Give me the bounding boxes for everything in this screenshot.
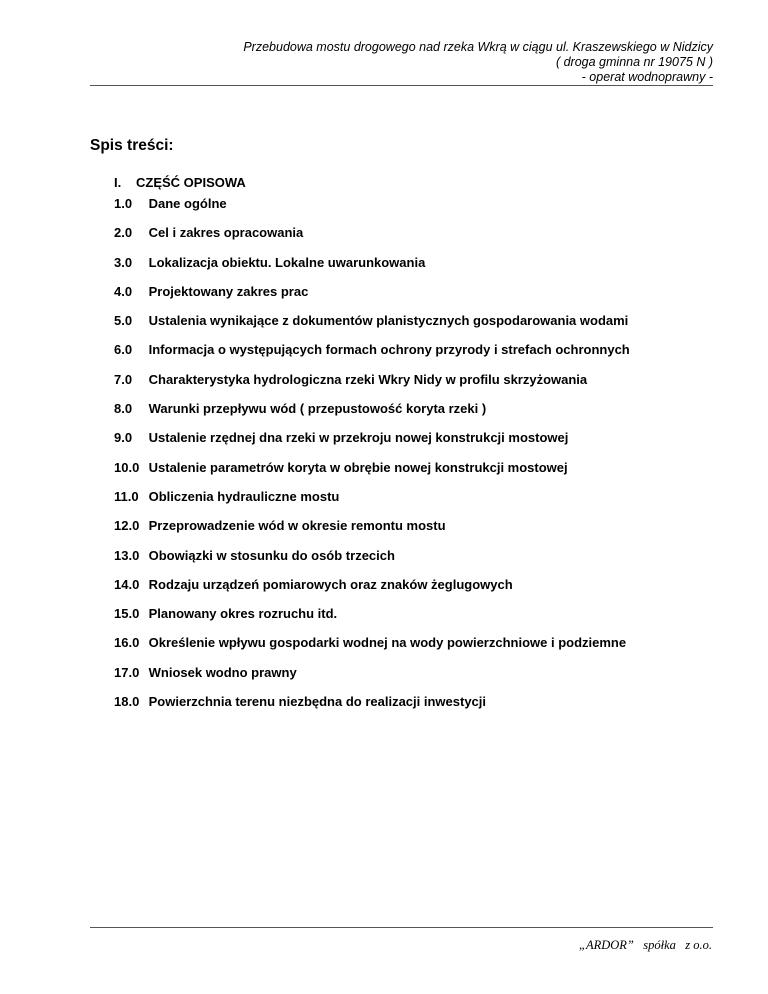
- toc-entry-number: 8.0: [114, 401, 133, 417]
- toc-entry-label: Ustalenia wynikające z dokumentów planistycznych gospodarowania wodami: [148, 313, 629, 329]
- toc-entry-label: Ustalenie rzędnej dna rzeki w przekroju nowej konstrukcji mostowej: [148, 430, 569, 446]
- toc-entry-number: 2.0: [114, 225, 133, 241]
- section-number: I.: [114, 175, 122, 190]
- toc-entry: [114, 226, 714, 255]
- toc-entry: [114, 343, 714, 372]
- toc-entry: [114, 578, 714, 607]
- page-header: [73, 40, 713, 85]
- toc-entry-label: Cel i zakres opracowania: [148, 225, 304, 241]
- toc-entry-label: Obliczenia hydrauliczne mostu: [148, 488, 340, 504]
- toc-entry: [114, 519, 714, 548]
- toc-entry-label: Określenie wpływu gospodarki wodnej na wody powierzchniowe i podziemne: [148, 635, 627, 651]
- toc-entry-label: Ustalenie parametrów koryta w obrębie nowej konstrukcji mostowej: [148, 459, 568, 475]
- toc-entry-number: 5.0: [114, 313, 133, 329]
- header-document-type: - operat wodnoprawny -: [581, 70, 713, 84]
- toc-entry-number: 7.0: [114, 371, 133, 387]
- toc-entry: [114, 461, 714, 490]
- toc-entry-number: 14.0: [114, 576, 140, 592]
- toc-entry-label: Dane ogólne: [148, 196, 227, 211]
- toc-entry-label: Warunki przepływu wód ( przepustowość koryta rzeki ): [148, 401, 487, 417]
- toc-entry: [114, 197, 714, 226]
- toc-entry-number: 15.0: [114, 606, 140, 622]
- toc-entry: [114, 285, 714, 314]
- toc-list: [114, 197, 714, 724]
- toc-entry-number: 17.0: [114, 664, 140, 680]
- toc-entry: [114, 256, 714, 285]
- footer-company: „ARDOR” spółka z o.o.: [579, 938, 712, 952]
- toc-entry: [114, 695, 714, 724]
- toc-entry-number: 16.0: [114, 635, 140, 651]
- footer-divider: [90, 927, 713, 928]
- toc-entry-label: Projektowany zakres prac: [148, 283, 309, 299]
- toc-entry: [114, 549, 714, 578]
- toc-entry-number: 4.0: [114, 283, 133, 299]
- toc-entry: [114, 490, 714, 519]
- toc-entry: [114, 607, 714, 636]
- toc-entry-number: 3.0: [114, 254, 133, 270]
- header-road-line: ( droga gminna nr 19075 N ): [555, 55, 713, 69]
- toc-entry-number: 1.0: [114, 196, 133, 211]
- toc-entry-number: 11.0: [114, 488, 139, 504]
- toc-entry: [114, 314, 714, 343]
- toc-entry-label: Obowiązki w stosunku do osób trzecich: [148, 547, 395, 563]
- toc-entry: [114, 402, 714, 431]
- toc-entry-label: Informacja o występujących formach ochrony przyrody i strefach ochronnych: [148, 342, 630, 358]
- toc-title: Spis treści:: [90, 137, 174, 154]
- toc-entry-label: Rodzaju urządzeń pomiarowych oraz znaków żeglugowych: [148, 576, 513, 592]
- toc-entry-number: 13.0: [114, 547, 140, 563]
- toc-section-heading: [114, 175, 246, 190]
- section-label: CZĘŚĆ OPISOWA: [136, 175, 246, 190]
- toc-entry-label: Planowany okres rozruchu itd.: [148, 606, 338, 622]
- toc-entry: [114, 636, 714, 665]
- toc-entry-label: Charakterystyka hydrologiczna rzeki Wkry Nidy w profilu skrzyżowania: [148, 371, 588, 387]
- toc-entry-label: Lokalizacja obiektu. Lokalne uwarunkowania: [148, 254, 426, 270]
- toc-entry-number: 9.0: [114, 430, 133, 446]
- header-divider: [90, 85, 713, 86]
- toc-entry-number: 6.0: [114, 342, 133, 358]
- header-title-line: Przebudowa mostu drogowego nad rzeka Wkrą w ciągu ul. Kraszewskiego w Nidzicy: [243, 40, 713, 54]
- toc-entry: [114, 666, 714, 695]
- toc-entry-number: 18.0: [114, 694, 140, 710]
- toc-entry-label: Przeprowadzenie wód w okresie remontu mostu: [148, 518, 446, 534]
- toc-entry-number: 12.0: [114, 518, 140, 534]
- toc-entry-label: Wniosek wodno prawny: [148, 664, 297, 680]
- toc-entry-number: 10.0: [114, 459, 140, 475]
- toc-entry: [114, 373, 714, 402]
- toc-entry: [114, 431, 714, 460]
- toc-entry-label: Powierzchnia terenu niezbędna do realizacji inwestycji: [148, 694, 487, 710]
